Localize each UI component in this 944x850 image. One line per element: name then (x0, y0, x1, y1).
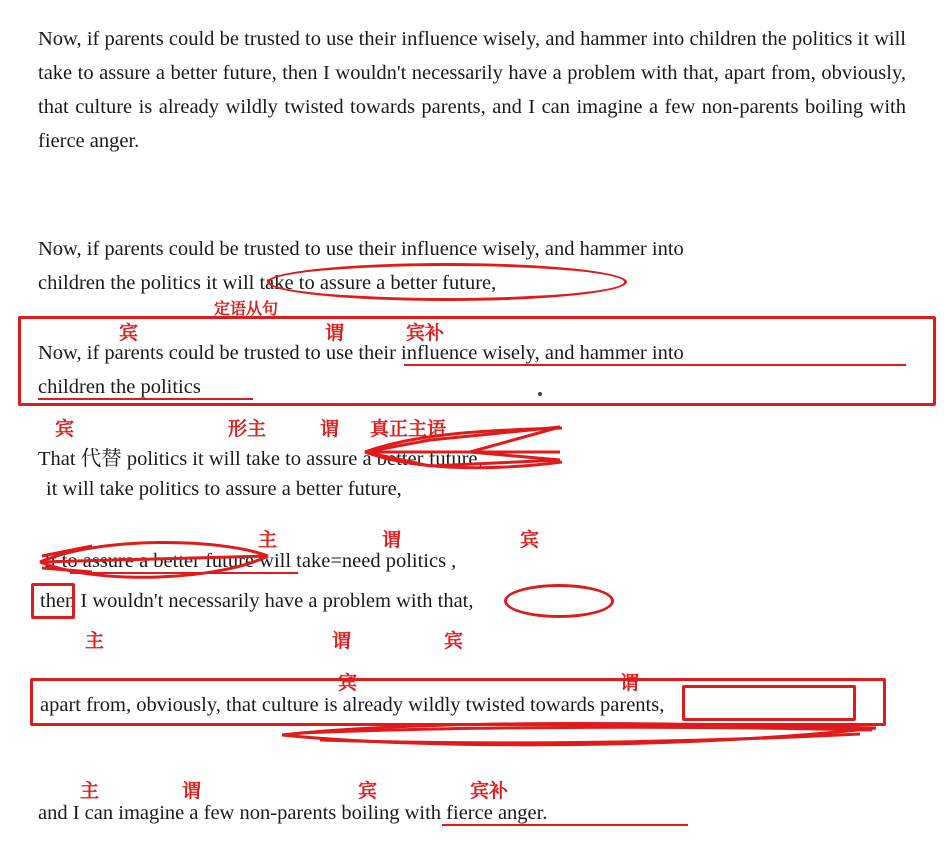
sentence-line-5: That 代替 politics it will take to assure a better future, (38, 448, 483, 470)
sentence-line-10: and I can imagine a few non-parents boiling with fierce anger. (38, 802, 548, 824)
paragraph-original: Now, if parents could be trusted to use their influence wisely, and hammer into children the politics it will take to assure a better future, then I wouldn't necessarily have a problem with that, apart from, obviously, that culture is already wildly twisted towards parents, and I can imagine a few non-parents boiling with fierce anger. (38, 28, 906, 152)
label-predicate-6: 谓 (182, 780, 202, 802)
label-subject-1: 主 (258, 529, 278, 551)
label-predicate-3: 谓 (382, 529, 402, 551)
label-object-5: 宾 (338, 672, 358, 694)
label-object-1: 宾 (119, 322, 139, 344)
sentence-line-4: children the politics (38, 376, 201, 398)
label-object-6: 宾 (358, 780, 378, 802)
box-towards-parents (682, 685, 856, 721)
label-object-complement-1: 宾补 (406, 322, 445, 344)
ellipse-relative-clause (267, 263, 627, 301)
underline-real-subject (70, 572, 298, 574)
underline-obj-complement (404, 364, 906, 366)
label-object-2: 宾 (55, 418, 75, 440)
label-object-complement-2: 宾补 (470, 780, 509, 802)
sentence-line-6: it will take politics to assure a better future, (46, 478, 402, 500)
underline-children-the-politics (38, 398, 253, 400)
label-subject-2: 主 (85, 630, 105, 652)
label-predicate-5: 谓 (620, 672, 640, 694)
label-object-3: 宾 (520, 529, 540, 551)
ellipse-with-that (504, 584, 614, 618)
label-real-subject: 真正主语 (370, 418, 447, 440)
label-formal-subject: 形主 (228, 418, 267, 440)
box-then (31, 583, 75, 619)
sentence-line-7: It to assure a better future will take=need politics , (44, 550, 457, 572)
label-subject-3: 主 (80, 780, 100, 802)
stray-dot (538, 392, 542, 396)
underline-boiling-with-fierce-anger (442, 824, 688, 826)
sentence-line-1: Now, if parents could be trusted to use their influence wisely, and hammer into (38, 238, 684, 260)
sentence-line-8: then I wouldn't necessarily have a problem with that, (40, 590, 474, 612)
label-predicate-1: 谓 (325, 322, 345, 344)
label-relative-clause: 定语从句 (214, 299, 279, 318)
label-object-4: 宾 (444, 630, 464, 652)
sentence-line-9: apart from, obviously, that culture is already wildly twisted towards parents, (40, 694, 665, 716)
sentence-line-3: Now, if parents could be trusted to use their influence wisely, and hammer into (38, 342, 684, 364)
label-predicate-2: 谓 (320, 418, 340, 440)
label-predicate-4: 谓 (332, 630, 352, 652)
sentence-line-2: children the politics it will take to assure a better future, (38, 272, 497, 294)
